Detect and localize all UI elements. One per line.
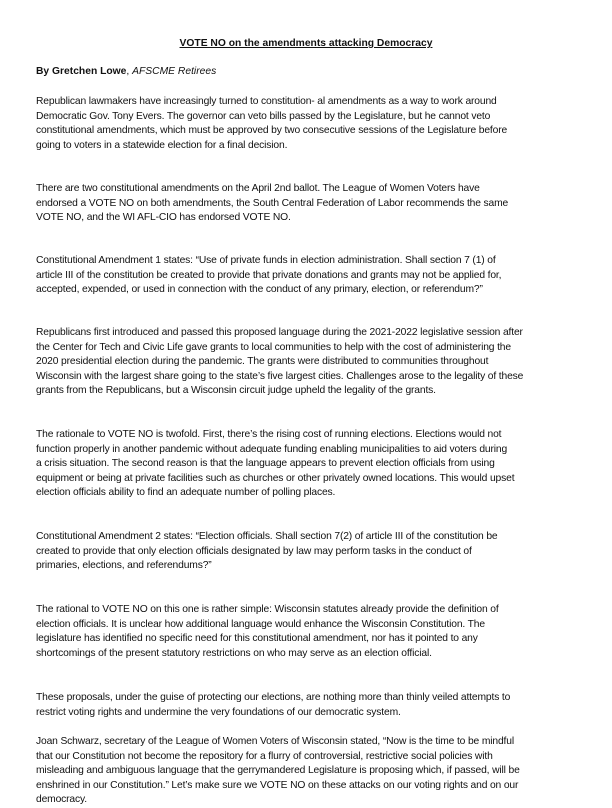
byline (36, 66, 216, 77)
paragraph (36, 691, 510, 720)
paragraph-line: restrict voting rights and undermine the very foundations of our democratic system. (36, 706, 401, 718)
paragraph (36, 603, 499, 661)
paragraph-line: constitutional amendments, which must be approved by two consecutive sessions of the Legislature before (36, 125, 508, 137)
paragraph-line: created to provide that only election officials designated by law may perform tasks in the conduct of (36, 545, 472, 557)
paragraph (36, 95, 507, 153)
paragraph-line: There are two constitutional amendments on the April 2nd ballot. The League of Women Voters have (36, 183, 480, 194)
paragraph-line: VOTE NO, and the WI AFL-CIO has endorsed VOTE NO. (36, 212, 291, 224)
paragraph-line: function properly in another pandemic without adequate funding enabling municipalities to aid voters during (36, 443, 508, 455)
paragraph-line: These proposals, under the guise of protecting our elections, are nothing more than thinly veiled attempts to (36, 692, 511, 703)
paragraph-line: grants from the Republicans, but a Wisconsin circuit judge upheld the legality of the grants. (36, 385, 436, 397)
paragraph-line: Joan Schwarz, secretary of the League of Women Voters of Wisconsin stated, “Now is the time to be mindful (36, 736, 514, 747)
paragraph-line: 2020 presidential election during the pandemic. The grants were distributed to communities throughout (36, 356, 489, 368)
byline-organization: AFSCME Retirees (132, 66, 217, 77)
paragraph (36, 326, 523, 399)
paragraph (36, 428, 514, 501)
paragraph-line: Republican lawmakers have increasingly turned to constitution- al amendments as a way to work around (36, 96, 497, 107)
paragraph-line: The rational to VOTE NO on this one is rather simple: Wisconsin statutes already provide the definition of (36, 604, 499, 615)
document-title: VOTE NO on the amendments attacking Democracy (179, 38, 433, 49)
paragraph (36, 530, 498, 574)
paragraph-line: article III of the constitution be created to provide that private donations and grants may not be applied for, (36, 269, 502, 281)
paragraph-line: the Center for Tech and Civic Life gave grants to local communities to help with the cost of administering the (36, 341, 511, 353)
byline-separator: , (126, 66, 133, 77)
paragraph-line: enshrined in our Constitution.” Let’s make sure we VOTE NO on these attacks on our voting rights and on our (36, 779, 519, 791)
paragraph-line: Constitutional Amendment 1 states: “Use of private funds in election administration. Shall section 7 (1) of (36, 255, 496, 266)
paragraph-line: democracy. (36, 794, 87, 806)
paragraph-line: The rationale to VOTE NO is twofold. First, there’s the rising cost of running elections. Elections would not (36, 429, 502, 440)
paragraph-line: equipment or being at private facilities such as churches or other privately owned locations. This would upset (36, 472, 515, 484)
paragraph-line: election officials ability to find an adequate number of polling places. (36, 487, 336, 499)
paragraph-line: misleading and ambiguous language that the gerrymandered Legislature is proposing which, if passed, will be (36, 765, 520, 777)
paragraph-line: Constitutional Amendment 2 states: “Election officials. Shall section 7(2) of article III of the constitution be (36, 531, 498, 542)
paragraph (36, 735, 520, 808)
byline-author: By Gretchen Lowe (36, 66, 127, 77)
paragraph-line: election officials. It is unclear how additional language would enhance the Wisconsin Constitution. The (36, 618, 485, 630)
paragraph-line: accepted, expended, or used in connection with the conduct of any primary, election, or referendum?” (36, 284, 483, 296)
paragraph (36, 254, 501, 298)
paragraph-line: primaries, elections, and referendums?” (36, 560, 212, 572)
paragraph-line: Republicans first introduced and passed this proposed language during the 2021-2022 legislative session after (36, 327, 523, 338)
paragraph-line: endorsed a VOTE NO on both amendments, the South Central Federation of Labor recommends the same (36, 197, 509, 209)
paragraph-line: going to voters in a statewide election for a final decision. (36, 139, 288, 151)
paragraph-line: legislature has identified no specific need for this constitutional amendment, nor has it pointed to any (36, 633, 478, 645)
paragraph-line: that our Constitution not become the repository for a flurry of controversial, restrictive social policies with (36, 750, 493, 762)
paragraph-line: a crisis situation. The second reason is that the language appears to prevent election officials from using (36, 458, 495, 470)
paragraph-line: shortcomings of the present statutory restrictions on who may serve as an election official. (36, 647, 432, 659)
paragraph-line: Wisconsin with the largest share going to the state’s five largest cities. Challenges arose to the legality of these (36, 370, 524, 382)
paragraph-line: Democratic Gov. Tony Evers. The governor can veto bills passed by the Legislature, but he cannot veto (36, 110, 491, 122)
paragraph (36, 182, 508, 226)
